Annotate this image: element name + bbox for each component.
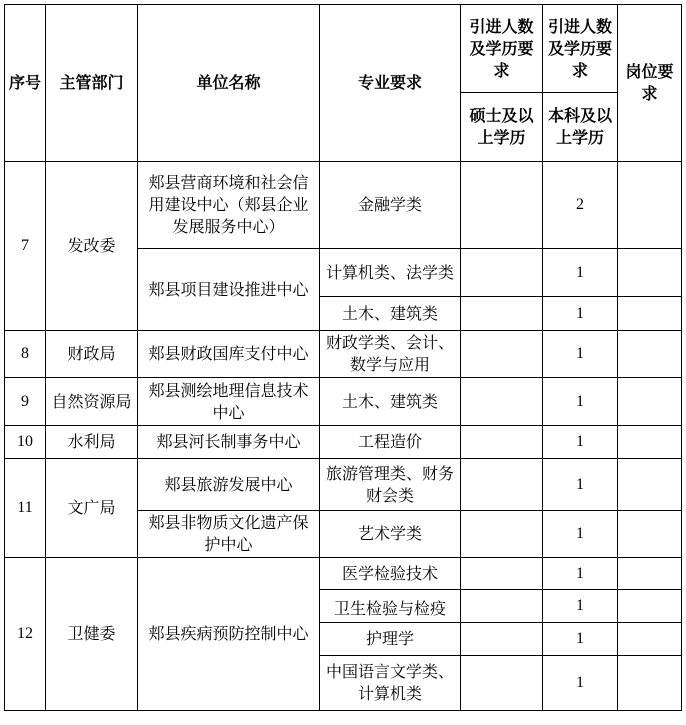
bachelor-cell: 1	[543, 590, 618, 623]
masters-cell	[461, 590, 543, 623]
bachelor-cell: 1	[543, 378, 618, 426]
major-cell: 医学检验技术	[320, 558, 461, 590]
bachelor-cell: 1	[543, 511, 618, 558]
post-req-cell	[618, 656, 682, 711]
post-req-cell	[618, 297, 682, 331]
header-major: 专业要求	[320, 5, 461, 162]
table-row	[5, 426, 682, 459]
major-cell: 中国语言文学类、计算机类	[320, 656, 461, 711]
bachelor-cell: 1	[543, 623, 618, 656]
bachelor-cell: 1	[543, 656, 618, 711]
dept-cell: 财政局	[46, 331, 138, 378]
bachelor-cell: 2	[543, 162, 618, 249]
seq-cell: 12	[5, 558, 46, 711]
seq-cell: 8	[5, 331, 46, 378]
recruitment-table	[4, 4, 682, 711]
post-req-cell	[618, 459, 682, 511]
seq-cell: 11	[5, 459, 46, 558]
unit-cell: 郏县项目建设推进中心	[138, 249, 320, 331]
post-req-cell	[618, 378, 682, 426]
table-row	[5, 162, 682, 249]
masters-cell	[461, 623, 543, 656]
unit-cell: 郏县非物质文化遗产保护中心	[138, 511, 320, 558]
dept-cell: 自然资源局	[46, 378, 138, 426]
bachelor-cell: 1	[543, 249, 618, 297]
seq-cell: 10	[5, 426, 46, 459]
masters-cell	[461, 558, 543, 590]
unit-cell: 郏县财政国库支付中心	[138, 331, 320, 378]
masters-cell	[461, 459, 543, 511]
bachelor-cell: 1	[543, 426, 618, 459]
seq-cell: 9	[5, 378, 46, 426]
masters-cell	[461, 297, 543, 331]
bachelor-cell: 1	[543, 297, 618, 331]
header-unit: 单位名称	[138, 5, 320, 162]
bachelor-cell: 1	[543, 459, 618, 511]
major-cell: 工程造价	[320, 426, 461, 459]
masters-cell	[461, 426, 543, 459]
unit-cell: 郏县测绘地理信息技术中心	[138, 378, 320, 426]
post-req-cell	[618, 590, 682, 623]
major-cell: 旅游管理类、财务财会类	[320, 459, 461, 511]
major-cell: 土木、建筑类	[320, 378, 461, 426]
masters-cell	[461, 656, 543, 711]
major-cell: 金融学类	[320, 162, 461, 249]
post-req-cell	[618, 331, 682, 378]
masters-cell	[461, 511, 543, 558]
dept-cell: 卫健委	[46, 558, 138, 711]
major-cell: 计算机类、法学类	[320, 249, 461, 297]
masters-cell	[461, 378, 543, 426]
masters-cell	[461, 162, 543, 249]
table-row	[5, 459, 682, 511]
post-req-cell	[618, 558, 682, 590]
unit-cell: 郏县疾病预防控制中心	[138, 558, 320, 711]
major-cell: 护理学	[320, 623, 461, 656]
unit-cell: 郏县营商环境和社会信用建设中心（郏县企业发展服务中心）	[138, 162, 320, 249]
post-req-cell	[618, 623, 682, 656]
major-cell: 艺术学类	[320, 511, 461, 558]
masters-cell	[461, 249, 543, 297]
seq-cell: 7	[5, 162, 46, 331]
header-dept: 主管部门	[46, 5, 138, 162]
post-req-cell	[618, 511, 682, 558]
header-seq: 序号	[5, 5, 46, 162]
header-row-top	[5, 5, 682, 93]
header-quota-masters-group: 引进人数及学历要求	[461, 5, 543, 93]
header-post-req: 岗位要求	[618, 5, 682, 162]
header-masters: 硕士及以上学历	[461, 93, 543, 162]
post-req-cell	[618, 426, 682, 459]
header-quota-bachelor-group: 引进人数及学历要求	[543, 5, 618, 93]
dept-cell: 文广局	[46, 459, 138, 558]
table-row	[5, 331, 682, 378]
major-cell-text: 卫生检验与检疫	[333, 599, 446, 618]
dept-cell: 发改委	[46, 162, 138, 331]
header-bachelor: 本科及以上学历	[543, 93, 618, 162]
post-req-cell	[618, 249, 682, 297]
table-row	[5, 378, 682, 426]
bachelor-cell: 1	[543, 558, 618, 590]
post-req-cell	[618, 162, 682, 249]
major-cell	[320, 590, 461, 623]
unit-cell: 郏县旅游发展中心	[138, 459, 320, 511]
dept-cell: 水利局	[46, 426, 138, 459]
masters-cell	[461, 331, 543, 378]
bachelor-cell: 1	[543, 331, 618, 378]
major-cell: 财政学类、会计、数学与应用	[320, 331, 461, 378]
unit-cell: 郏县河长制事务中心	[138, 426, 320, 459]
major-cell: 土木、建筑类	[320, 297, 461, 331]
table-row	[5, 558, 682, 590]
